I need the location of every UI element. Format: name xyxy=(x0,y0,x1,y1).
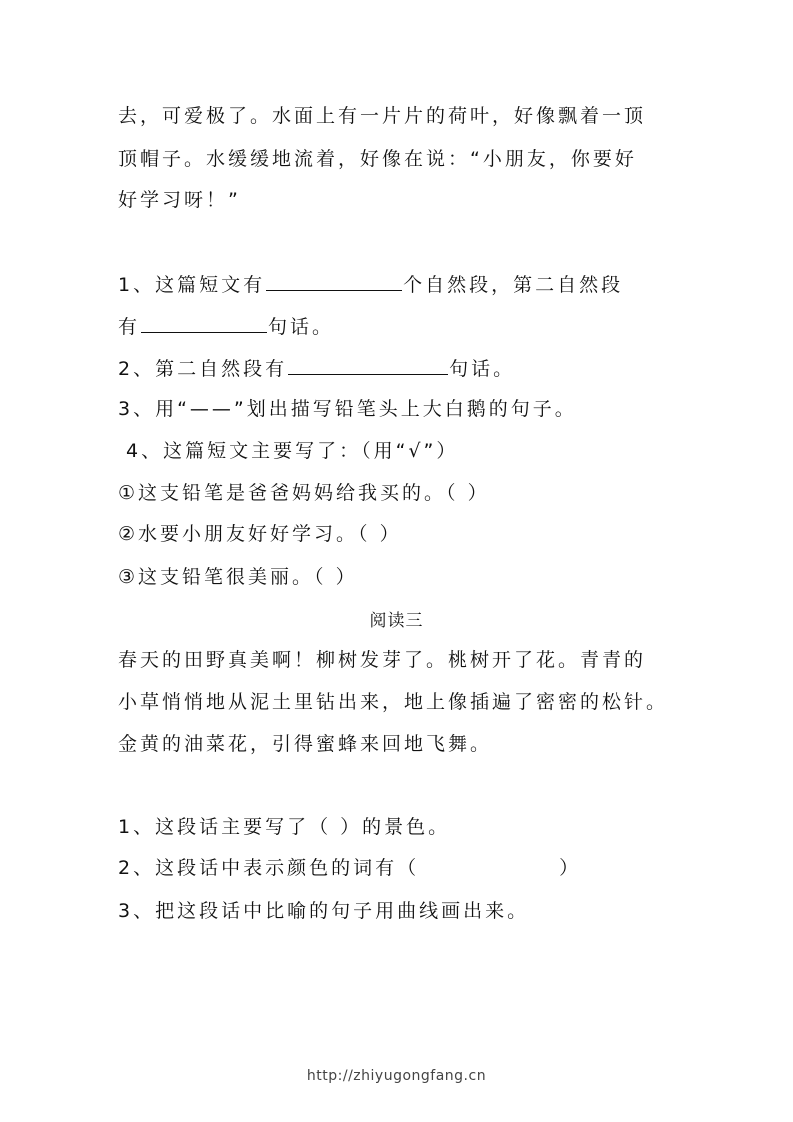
question-4: 4、这篇短文主要写了：（用“√”） xyxy=(126,440,459,462)
question-1-middle: 个自然段，第二自然段 xyxy=(403,274,624,296)
passage-line-3: 好学习呀！” xyxy=(118,189,241,211)
section-3-passage-line-3: 金黄的油菜花，引得蜜蜂来回地飞舞。 xyxy=(118,733,493,755)
section-3-question-1: 1、这段话主要写了（ ）的景色。 xyxy=(118,816,451,838)
section-3-question-2-close: ） xyxy=(559,857,582,879)
section-title: 阅读三 xyxy=(369,611,424,631)
answer-blank-second-paragraph[interactable] xyxy=(288,356,448,375)
answer-blank-paragraph-count[interactable] xyxy=(266,272,402,291)
question-3: 3、用“——”划出描写铅笔头上大白鹅的句子。 xyxy=(118,398,577,420)
section-3-passage-line-1: 春天的田野真美啊！柳树发芽了。桃树开了花。青青的 xyxy=(118,649,647,671)
passage-line-1: 去，可爱极了。水面上有一片片的荷叶，好像飘着一顶 xyxy=(118,105,647,127)
question-1-prefix: 1、这篇短文有 xyxy=(118,274,266,296)
section-3-passage-line-2: 小草悄悄地从泥土里钻出来，地上像插遍了密密的松针。 xyxy=(118,691,669,713)
section-3-question-2-prefix: 2、这段话中表示颜色的词有（ xyxy=(118,857,420,879)
question-1-line-1 xyxy=(118,272,623,297)
footer-url[interactable]: http://zhiyugongfang.cn xyxy=(306,1068,487,1084)
answer-blank-sentence-count[interactable] xyxy=(141,314,267,333)
question-1-line-2 xyxy=(118,314,334,339)
section-3-question-3: 3、把这段话中比喻的句子用曲线画出来。 xyxy=(118,900,530,922)
question-2 xyxy=(118,356,515,381)
question-2-prefix: 2、第二自然段有 xyxy=(118,358,288,380)
option-3[interactable]: ③这支铅笔很美丽。（ ） xyxy=(118,566,358,588)
passage-line-2: 顶帽子。水缓缓地流着，好像在说：“小朋友，你要好 xyxy=(118,148,637,170)
option-2[interactable]: ②水要小朋友好好学习。（ ） xyxy=(118,523,402,545)
question-1-suffix: 句话。 xyxy=(268,316,335,338)
question-1-has: 有 xyxy=(118,316,141,338)
question-2-suffix: 句话。 xyxy=(449,358,516,380)
section-3-question-2 xyxy=(118,856,581,880)
option-1[interactable]: ①这支铅笔是爸爸妈妈给我买的。（ ） xyxy=(118,482,490,504)
